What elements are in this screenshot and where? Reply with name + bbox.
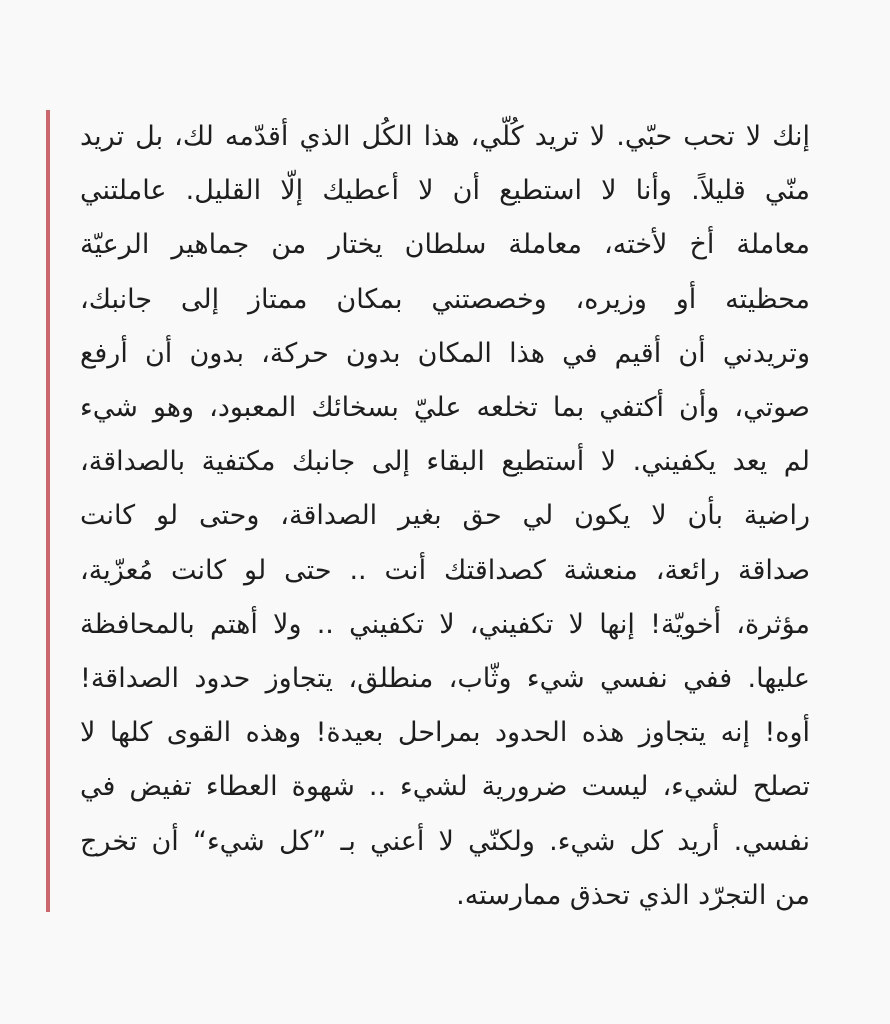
text-line: معاملة أخ لأخته، معاملة سلطان يختار من جماهير الرعيّة: [80, 229, 810, 261]
text-line: إنك لا تحب حبّي. لا تريد كُلّي، هذا الكُل الذي أقدّمه لك، بل تريد: [80, 121, 810, 152]
quote-block: [46, 110, 810, 912]
text-line: لم يعد يكفيني. لا أستطيع البقاء إلى جانبك مكتفية بالصداقة،: [80, 446, 810, 478]
text-line: مؤثرة، أخويّة! إنها لا تكفيني، لا تكفيني .. ولا أهتم بالمحافظة: [80, 608, 810, 640]
text-line: وتريدني أن أقيم في هذا المكان بدون حركة، بدون أن أرفع: [80, 337, 810, 369]
text-line: نفسي. أريد كل شيء. ولكنّي لا أعني بـ ”كل شيء“ أن تخرج: [80, 825, 810, 857]
text-line: منّي قليلاً. وأنا لا استطيع أن لا أعطيك إلّا القليل. عاملتني: [80, 175, 810, 207]
quote-text: [80, 110, 810, 923]
text-line: صداقة رائعة، منعشة كصداقتك أنت .. حتى لو كانت مُعزّية،: [80, 554, 810, 586]
text-line: تصلح لشيء، ليست ضرورية لشيء .. شهوة العطاء تفيض في: [80, 771, 810, 803]
text-line: عليها. ففي نفسي شيء وثّاب، منطلق، يتجاوز حدود الصداقة!: [80, 663, 810, 695]
text-line: محظيته أو وزيره، وخصصتني بمكان ممتاز إلى جانبك،: [80, 283, 810, 315]
text-line: صوتي، وأن أكتفي بما تخلعه عليّ بسخائك المعبود، وهو شيء: [80, 392, 810, 424]
text-line: راضية بأن لا يكون لي حق بغير الصداقة، وحتى لو كانت: [80, 500, 810, 532]
text-line: من التجرّد الذي تحذق ممارسته.: [456, 879, 810, 911]
text-line: أوه! إنه يتجاوز هذه الحدود بمراحل بعيدة! وهذه القوى كلها لا: [80, 717, 810, 749]
